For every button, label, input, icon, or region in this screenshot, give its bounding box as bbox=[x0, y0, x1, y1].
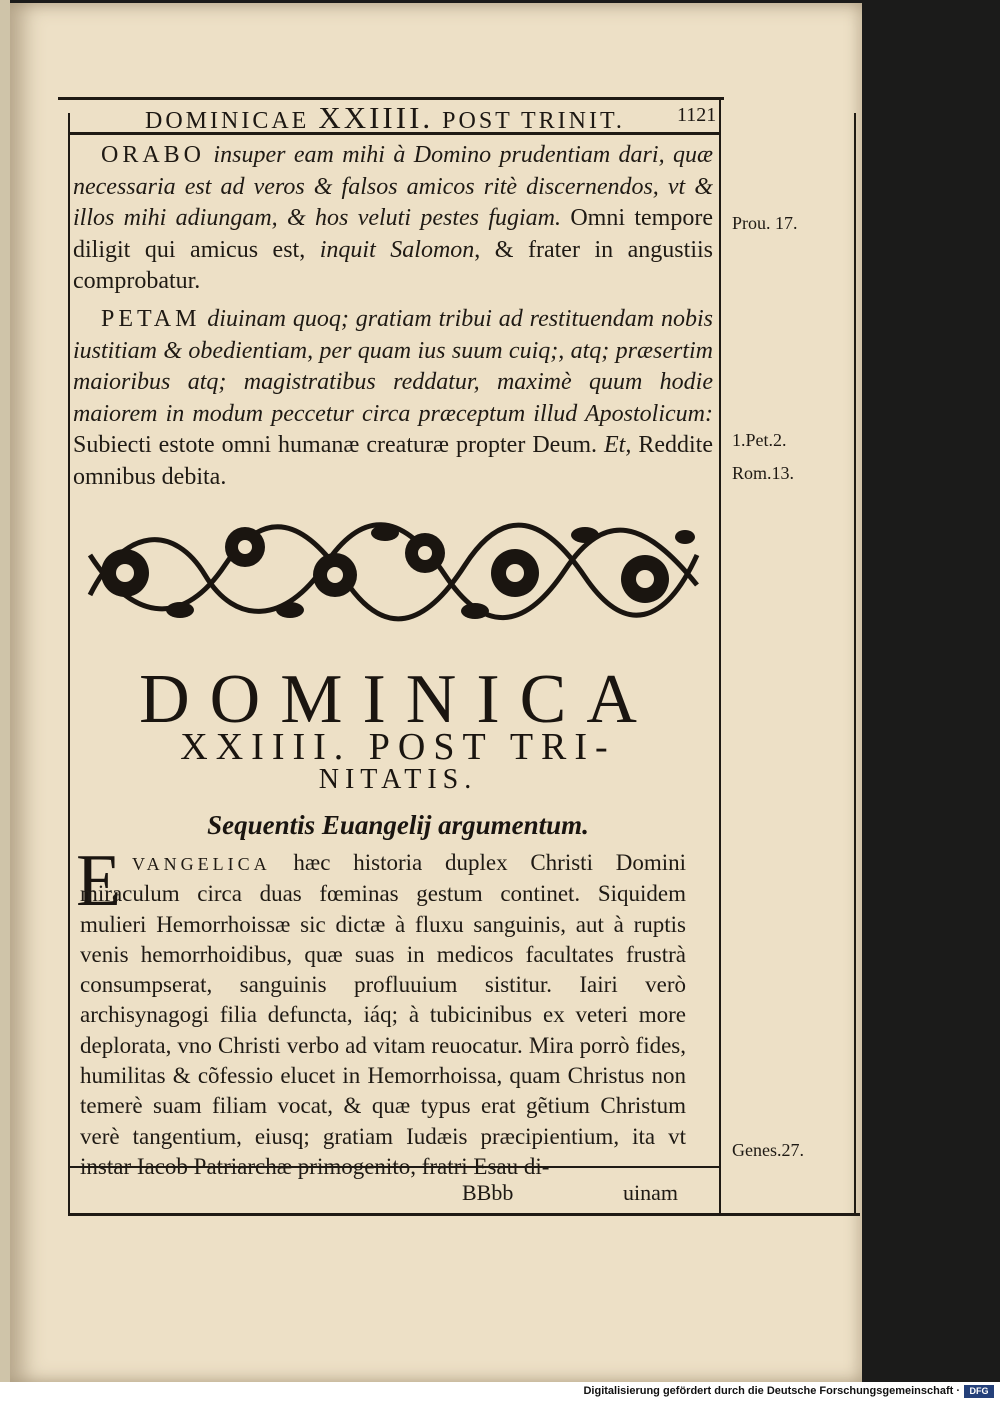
paragraph-petam-italic: diuinam quoq; gratiam tribui ad restituendam nobis iustitiam & obedientiam, per quam ius suum cuiq;, atq; præsertim maioribus atq; magistratibus reddatur, maximè quum hodie maiorem in modum peccetur circa præceptum illud Apostolicum: bbox=[73, 306, 713, 427]
running-head bbox=[145, 100, 625, 136]
margin-outer-rule bbox=[854, 113, 856, 1216]
margin-note-genes: Genes.27. bbox=[732, 1140, 804, 1160]
paragraph-petam-lead: PETAM bbox=[101, 306, 201, 332]
running-head-post: POST TRINIT. bbox=[433, 108, 625, 134]
signature-mark: BBbb bbox=[462, 1180, 514, 1205]
paragraph-petam-quote: Subiecti estote omni humanæ creaturæ propter Deum. bbox=[73, 432, 604, 458]
page-number: 1121 bbox=[677, 104, 717, 126]
section-title: DOMINICA bbox=[139, 661, 657, 738]
paragraph-petam-end: Reddite omnibus debita. bbox=[73, 432, 713, 490]
body-smallcaps: VANGELICA bbox=[132, 854, 271, 874]
left-column-rule bbox=[68, 113, 70, 1216]
paragraph-orabo-attribution: inquit Salomon bbox=[319, 236, 475, 263]
paragraph-orabo-lead: ORABO bbox=[101, 142, 206, 168]
margin-note-rom: Rom.13. bbox=[732, 463, 795, 483]
digitization-footer bbox=[0, 1382, 1000, 1402]
running-head-numeral: XXIIII. bbox=[318, 100, 434, 135]
paragraph-orabo bbox=[73, 140, 713, 298]
body-paragraph: hæc historia duplex Christi Domini miraculum circa duas fœminas gestum continet. Siquidem mulieri Hemorrhoissæ sic dictæ à fluxu sanguinis, aut à ruptis venis hemorrhoidibus, quæ suas in medicos facultates frustrà consumpserat, sanguinis profluuium sistitur. Iairi verò archisynagogi filia defuncta, iáq; à tubicinibus ex veteri more deplorata, vno Christi verbo ad vitam reuocatur. Mira porrò fides, humilitas & cõfessio elucet in Hemorrhoissa, quam Christus non temerè suam filiam vocat, & quæ typus erat gẽtium Christum verè tangentium, eiusq; gratiam Iudæis præcipientium, ita vt instar Iacob Patriarchæ primogenito, fratri Esau di- bbox=[80, 850, 686, 1179]
floral-ornament-band bbox=[85, 515, 702, 632]
paragraph-orabo-roman: Omni tempore diligit qui amicus est, bbox=[73, 205, 713, 263]
body-text bbox=[80, 848, 686, 1182]
running-head-pre: DOMINICAE bbox=[145, 108, 319, 134]
section-title-line2: XXIIII. POST TRI- bbox=[180, 726, 616, 768]
paragraph-petam-et: Et, bbox=[604, 432, 632, 458]
section-title-line3: NITATIS. bbox=[318, 764, 478, 795]
right-column-rule bbox=[719, 97, 721, 1216]
outer-bottom-rule bbox=[70, 1213, 860, 1216]
margin-note-prou: Prou. 17. bbox=[732, 213, 798, 233]
paragraph-petam bbox=[73, 304, 713, 493]
catchword: uinam bbox=[623, 1180, 678, 1205]
page-edge bbox=[0, 0, 10, 1382]
dfg-logo: DFG bbox=[964, 1385, 994, 1398]
margin-note-pet: 1.Pet.2. bbox=[732, 430, 787, 450]
paragraph-orabo-end: , & frater in angustiis comprobatur. bbox=[73, 236, 713, 294]
digitization-credit: Digitalisierung gefördert durch die Deutsche Forschungsgemeinschaft · bbox=[583, 1385, 960, 1397]
paragraph-orabo-italic: insuper eam mihi à Domino prudentiam dari, quæ necessaria est ad veros & falsos amicos ritè discernendos, vt & illos mihi adiungam, & hos veluti pestes fugiam. bbox=[73, 142, 713, 231]
drop-cap: E bbox=[76, 840, 122, 922]
section-subtitle: Sequentis Euangelij argumentum. bbox=[207, 810, 589, 840]
